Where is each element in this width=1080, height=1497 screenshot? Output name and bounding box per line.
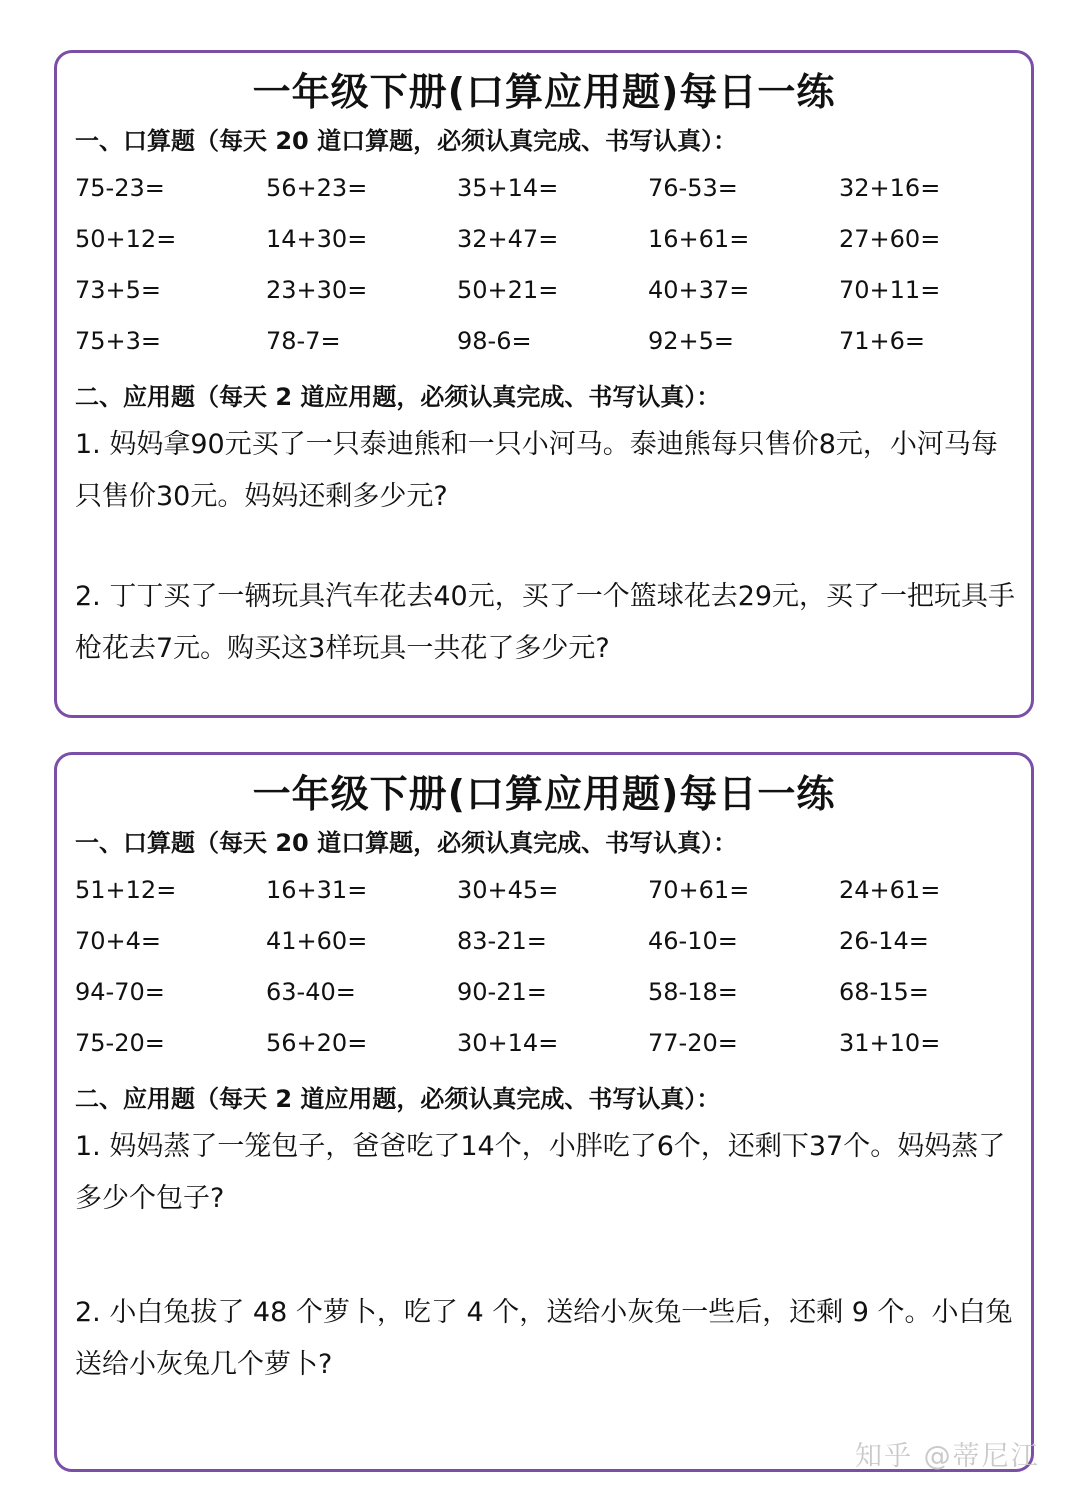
oral-problem: 75+3= (75, 327, 162, 355)
oral-problem: 75-23= (75, 174, 165, 202)
oral-row (75, 1028, 1035, 1079)
oral-row (75, 977, 1035, 1028)
watermark: 知乎 @蒂尼江 (855, 1441, 1040, 1472)
oral-section-heading: 一、口算题（每天 20 道口算题，必须认真完成、书写认真）： (75, 829, 738, 857)
oral-problem: 75-20= (75, 1029, 165, 1057)
oral-problem: 50+21= (457, 276, 559, 304)
worksheet-card-1 (54, 50, 1034, 718)
oral-row (75, 224, 1035, 275)
oral-problem: 23+30= (266, 276, 368, 304)
oral-problem: 41+60= (266, 927, 368, 955)
oral-problem: 40+37= (648, 276, 750, 304)
oral-row (75, 275, 1035, 326)
oral-problem: 94-70= (75, 978, 165, 1006)
oral-problem: 56+23= (266, 174, 368, 202)
worksheet-title: 一年级下册(口算应用题)每日一练 (252, 70, 836, 114)
oral-problem: 26-14= (839, 927, 929, 955)
oral-problem-grid (75, 173, 1035, 377)
oral-problem-grid (75, 875, 1035, 1079)
oral-problem: 83-21= (457, 927, 547, 955)
oral-row (75, 875, 1035, 926)
oral-problem: 16+31= (266, 876, 368, 904)
oral-problem: 56+20= (266, 1029, 368, 1057)
oral-problem: 70+11= (839, 276, 941, 304)
oral-problem: 46-10= (648, 927, 738, 955)
oral-problem: 14+30= (266, 225, 368, 253)
oral-problem: 35+14= (457, 174, 559, 202)
oral-problem: 73+5= (75, 276, 162, 304)
oral-problem: 71+6= (839, 327, 926, 355)
oral-problem: 32+16= (839, 174, 941, 202)
word-problem-section-heading: 二、应用题（每天 2 道应用题，必须认真完成、书写认真）： (75, 383, 721, 411)
word-problem-section-heading: 二、应用题（每天 2 道应用题，必须认真完成、书写认真）： (75, 1085, 721, 1113)
oral-problem: 78-7= (266, 327, 341, 355)
oral-problem: 31+10= (839, 1029, 941, 1057)
oral-problem: 98-6= (457, 327, 532, 355)
oral-row (75, 173, 1035, 224)
word-problem-2: 2. 丁丁买了一辆玩具汽车花去40元，买了一个篮球花去29元，买了一把玩具手枪花去7元。购买这3样玩具一共花了多少元? (75, 581, 1016, 664)
oral-problem: 90-21= (457, 978, 547, 1006)
oral-problem: 24+61= (839, 876, 941, 904)
oral-problem: 32+47= (457, 225, 559, 253)
word-problem-2: 2. 小白兔拔了 48 个萝卜，吃了 4 个，送给小灰兔一些后，还剩 9 个。小白兔送给小灰兔几个萝卜? (75, 1297, 1013, 1380)
oral-problem: 70+4= (75, 927, 162, 955)
oral-problem: 27+60= (839, 225, 941, 253)
worksheet-card-2 (54, 752, 1034, 1472)
oral-row (75, 326, 1035, 377)
oral-problem: 51+12= (75, 876, 177, 904)
oral-problem: 76-53= (648, 174, 738, 202)
oral-problem: 77-20= (648, 1029, 738, 1057)
oral-problem: 63-40= (266, 978, 356, 1006)
oral-problem: 68-15= (839, 978, 929, 1006)
oral-problem: 30+14= (457, 1029, 559, 1057)
oral-section-heading: 一、口算题（每天 20 道口算题，必须认真完成、书写认真）： (75, 127, 738, 155)
oral-problem: 70+61= (648, 876, 750, 904)
word-problem-1: 1. 妈妈蒸了一笼包子，爸爸吃了14个，小胖吃了6个，还剩下37个。妈妈蒸了多少个包子? (75, 1131, 1006, 1214)
worksheet-title: 一年级下册(口算应用题)每日一练 (252, 772, 836, 816)
oral-problem: 58-18= (648, 978, 738, 1006)
oral-row (75, 926, 1035, 977)
oral-problem: 16+61= (648, 225, 750, 253)
oral-problem: 30+45= (457, 876, 559, 904)
oral-problem: 92+5= (648, 327, 735, 355)
oral-problem: 50+12= (75, 225, 177, 253)
word-problem-1: 1. 妈妈拿90元买了一只泰迪熊和一只小河马。泰迪熊每只售价8元，小河马每只售价30元。妈妈还剩多少元? (75, 429, 998, 512)
